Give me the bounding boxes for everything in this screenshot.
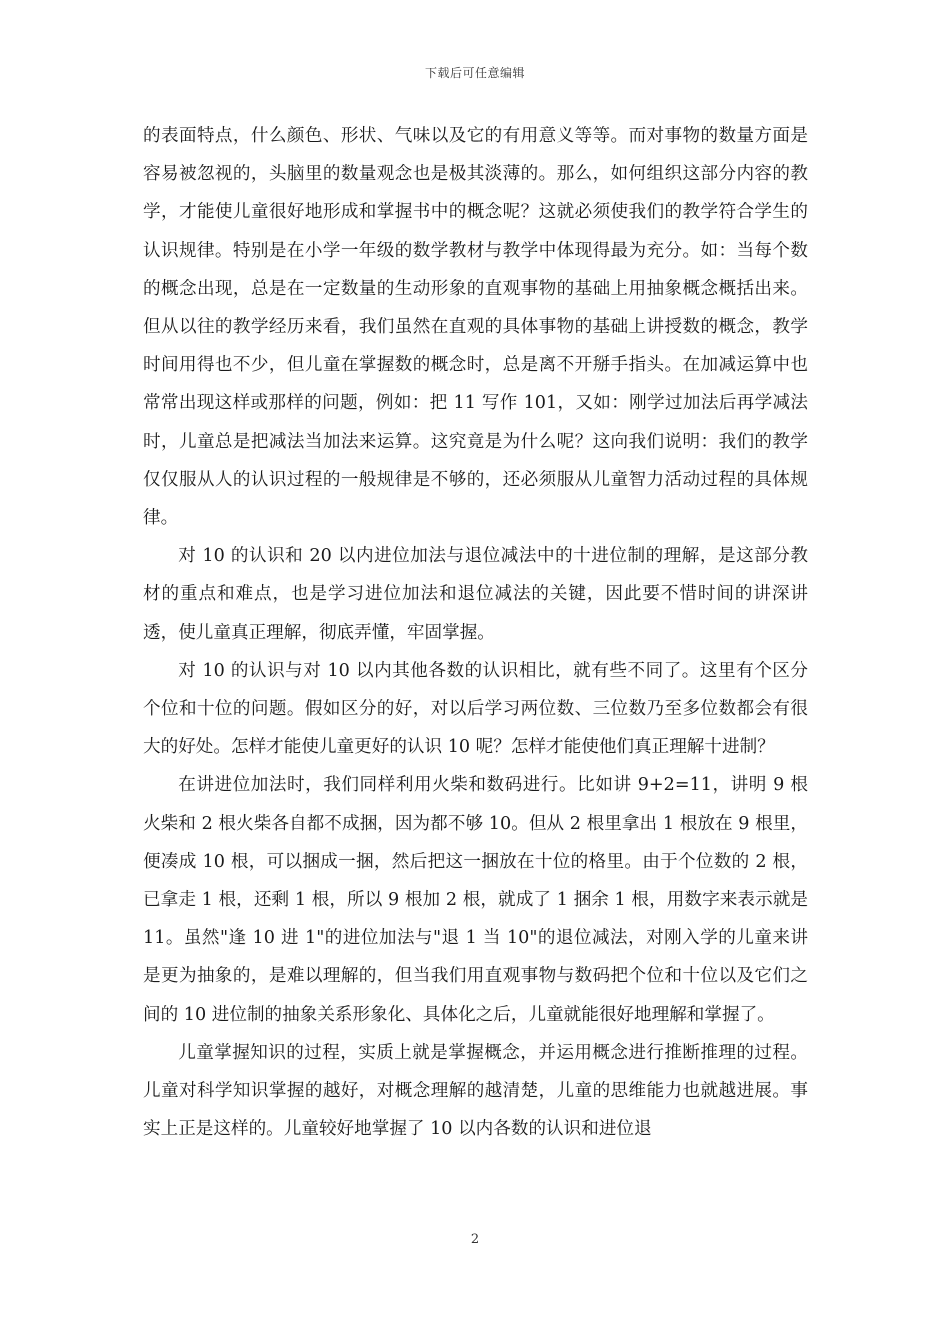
paragraph: 儿童掌握知识的过程，实质上就是掌握概念，并运用概念进行推断推理的过程。儿童对科学知识掌握的越好，对概念理解的越清楚，儿童的思维能力也就越进展。事实上正是这样的。儿童较好地掌握了 10 以内各数的认识和进位退: [143, 1042, 808, 1140]
page-header: 下载后可任意编辑: [424, 66, 525, 80]
body-text: [143, 117, 808, 1148]
paragraph: 在讲进位加法时，我们同样利用火柴和数码进行。比如讲 9+2=11，讲明 9 根火柴和 2 根火柴各自都不成捆，因为都不够 10。但从 2 根里拿出 1 根放在 9 根里，便凑成 10 根，可以捆成一捆，然后把这一捆放在十位的格里。由于个位数的 2 根，已拿走 1 根，还剩 1 根，所以 9 根加 2 根，就成了 1 捆余 1 根，用数字来表示就是 11。虽然"逢 10 进 1"的进位加法与"退 1 当 10"的退位减法，对刚入学的儿童来讲是更为抽象的，是难以理解的，但当我们用直观事物与数码把个位和十位以及它们之间的 10 进位制的抽象关系形象化、具体化之后，儿童就能很好地理解和掌握了。: [143, 775, 808, 1025]
paragraph: 的表面特点，什么颜色、形状、气味以及它的有用意义等等。而对事物的数量方面是容易被忽视的，头脑里的数量观念也是极其淡薄的。那么，如何组织这部分内容的教学，才能使儿童很好地形成和掌握书中的概念呢？这就必须使我们的教学符合学生的认识规律。特别是在小学一年级的数学教材与教学中体现得最为充分。如：当每个数的概念出现，总是在一定数量的生动形象的直观事物的基础上用抽象概念概括出来。但从以往的教学经历来看，我们虽然在直观的具体事物的基础上讲授数的概念，教学时间用得也不少，但儿童在掌握数的概念时，总是离不开掰手指头。在加减运算中也常常出现这样或那样的问题，例如：把 11 写作 101，又如：刚学过加法后再学减法时，儿童总是把减法当加法来运算。这究竟是为什么呢？这向我们说明：我们的教学仅仅服从人的认识过程的一般规律是不够的，还必须服从儿童智力活动过程的具体规律。: [143, 126, 808, 529]
paragraph: 对 10 的认识和 20 以内进位加法与退位减法中的十进位制的理解，是这部分教材的重点和难点，也是学习进位加法和退位减法的关键，因此要不惜时间的讲深讲透，使儿童真正理解，彻底弄懂，牢固掌握。: [143, 546, 808, 643]
page-number: 2: [470, 1232, 480, 1247]
paragraph: 对 10 的认识与对 10 以内其他各数的认识相比，就有些不同了。这里有个区分个位和十位的问题。假如区分的好，对以后学习两位数、三位数乃至多位数都会有很大的好处。怎样才能使儿童更好的认识 10 呢？怎样才能使他们真正理解十进制？: [143, 660, 808, 758]
